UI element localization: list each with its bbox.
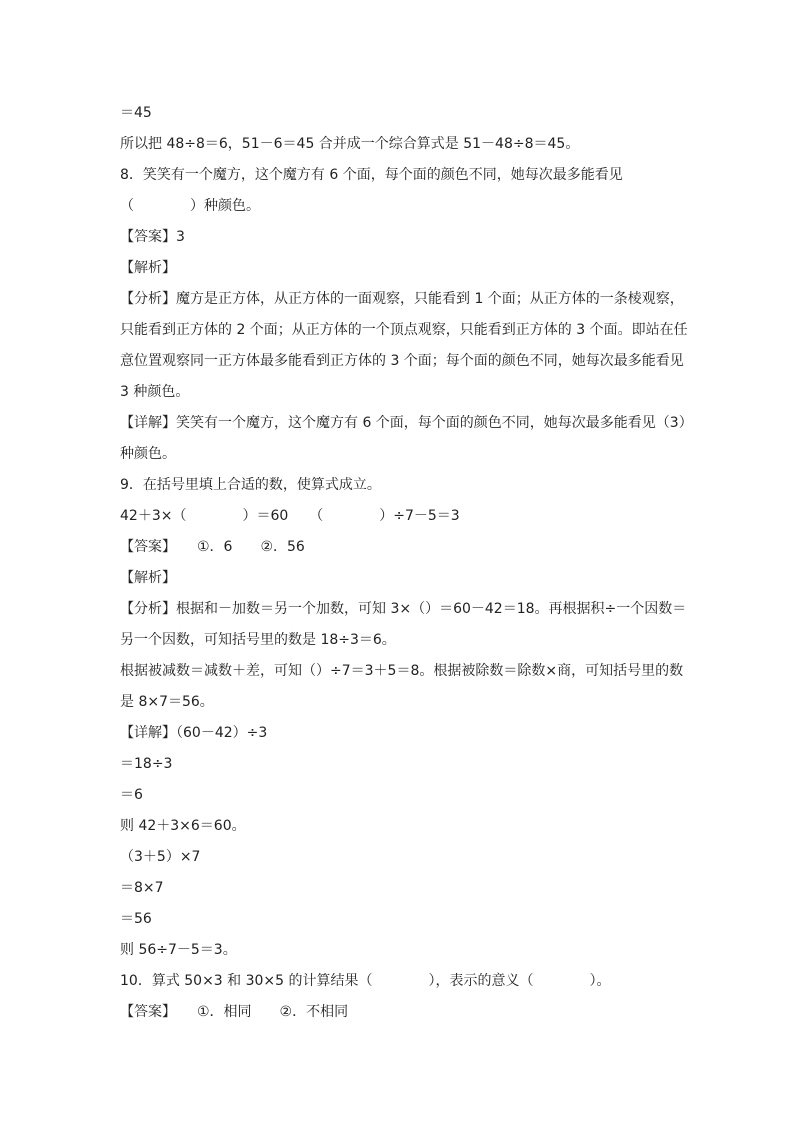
analysis-heading: 【解析】 xyxy=(120,260,176,276)
analysis-heading: 【解析】 xyxy=(120,570,176,586)
analysis-text: 3 种颜色。 xyxy=(120,384,190,400)
question-8: 8．笑笑有一个魔方，这个魔方有 6 个面，每个面的颜色不同，她每次最多能看见 xyxy=(120,167,623,183)
text-line: ＝45 xyxy=(120,105,152,121)
question-9: 9．在括号里填上合适的数，使算式成立。 xyxy=(120,477,381,493)
analysis-text: 是 8×7＝56。 xyxy=(120,694,214,710)
detail-text: ＝8×7 xyxy=(120,880,164,896)
answer-8: 【答案】3 xyxy=(120,229,185,245)
analysis-text: 只能看到正方体的 2 个面；从正方体的一个顶点观察，只能看到正方体的 3 个面。即站在任 xyxy=(120,322,688,338)
answer-10: 【答案】 ①．相同 ②．不相同 xyxy=(120,1004,349,1020)
question-9-equations: 42＋3×（ ）＝60 （ ）÷7－5＝3 xyxy=(120,508,460,524)
detail-text: 【详解】（60－42）÷3 xyxy=(120,725,268,741)
question-10: 10．算式 50×3 和 30×5 的计算结果（ ），表示的意义（ ）。 xyxy=(120,973,611,989)
detail-text: ＝6 xyxy=(120,787,143,803)
detail-text: 则 42＋3×6＝60。 xyxy=(120,818,246,834)
answer-9: 【答案】 ①．6 ②．56 xyxy=(120,539,305,555)
detail-text: （3＋5）×7 xyxy=(120,849,201,865)
analysis-text: 【分析】根据和－加数＝另一个加数，可知 3×（）＝60－42＝18。再根据积÷一个因数＝ xyxy=(120,601,687,617)
detail-text: 种颜色。 xyxy=(120,446,176,462)
detail-text: ＝56 xyxy=(120,911,152,927)
question-8-blank: （ ）种颜色。 xyxy=(120,198,260,214)
detail-text: 则 56÷7－5＝3。 xyxy=(120,942,237,958)
detail-text: ＝18÷3 xyxy=(120,756,173,772)
text-line: 所以把 48÷8＝6，51－6＝45 合并成一个综合算式是 51－48÷8＝45。 xyxy=(120,136,580,152)
analysis-text: 根据被减数＝减数＋差，可知（）÷7＝3＋5＝8。根据被除数＝除数×商，可知括号里的数 xyxy=(120,663,684,679)
detail-text: 【详解】笑笑有一个魔方，这个魔方有 6 个面，每个面的颜色不同，她每次最多能看见（3） xyxy=(120,415,693,431)
analysis-text: 【分析】魔方是正方体，从正方体的一面观察，只能看到 1 个面；从正方体的一条棱观察， xyxy=(120,291,684,307)
analysis-text: 意位置观察同一正方体最多能看到正方体的 3 个面；每个面的颜色不同，她每次最多能看见 xyxy=(120,353,684,369)
analysis-text: 另一个因数，可知括号里的数是 18÷3＝6。 xyxy=(120,632,396,648)
